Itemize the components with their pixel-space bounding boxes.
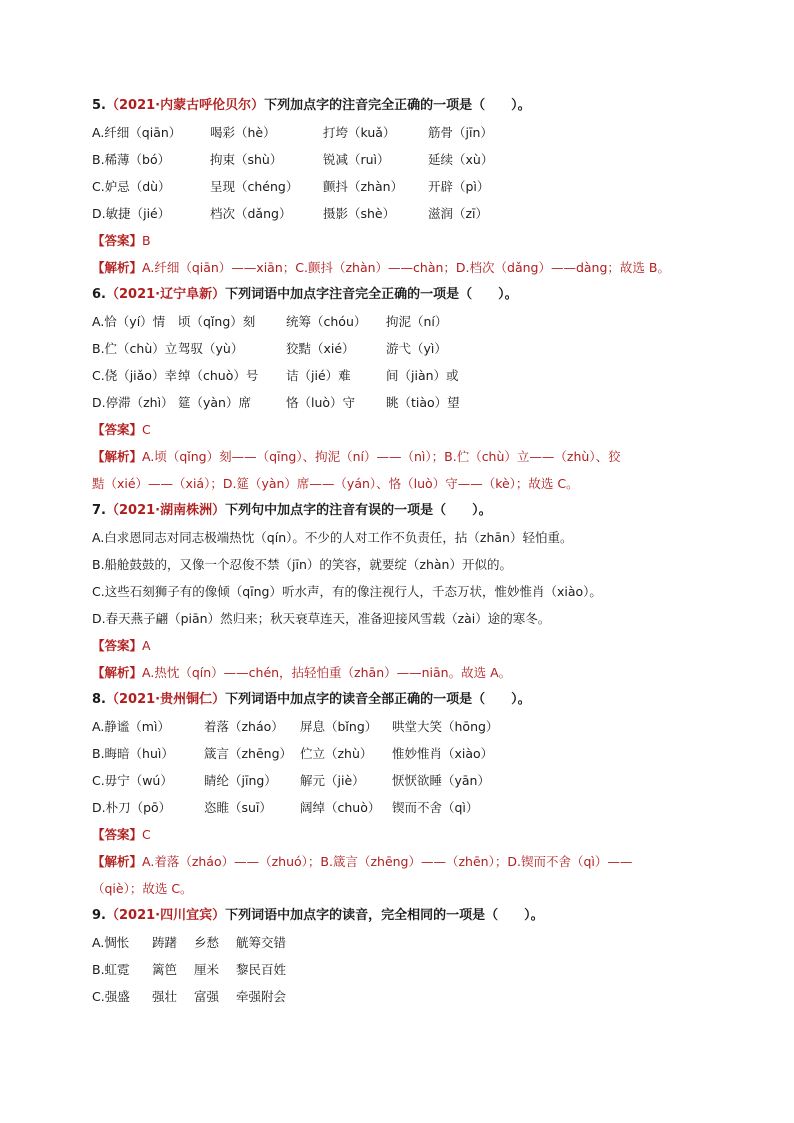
answer-line: 【答案】C bbox=[92, 422, 151, 437]
answer-line: 【答案】B bbox=[92, 233, 151, 248]
question-number: 7. bbox=[92, 502, 106, 518]
question-source-tag: （2021·贵州铜仁） bbox=[105, 691, 226, 707]
option-d: D.敏捷（jié） 档次（dǎng） 摄影（shè） 滋润（zī） bbox=[92, 206, 489, 221]
question-number: 8. bbox=[92, 691, 106, 707]
question-source-tag: （2021·湖南株洲） bbox=[105, 502, 226, 518]
question-source-tag: （2021·辽宁阜新） bbox=[105, 286, 226, 302]
question-6-header bbox=[92, 281, 704, 308]
question-number: 5. bbox=[92, 97, 106, 113]
option-d: D.停滞（zhì） 筵（yàn）席 恪（luò）守 眺（tiào）望 bbox=[92, 395, 460, 410]
question-number: 6. bbox=[92, 286, 106, 302]
option-a: A.静谧（mì） 着落（zháo） 屏息（bǐng） 哄堂大笑（hōng） bbox=[92, 719, 499, 734]
explanation-line: 【解析】A.顷（qǐng）刻——（qīng）、拘泥（ní）——（nì）；B.伫（chù）立——（zhù）、狡 bbox=[92, 449, 621, 464]
explanation-line-cont: 黠（xié）——（xiá）；D.筵（yàn）席——（yán）、恪（luò）守——（kè）；故选 C。 bbox=[92, 476, 579, 491]
explanation-line: 【解析】A.着落（zháo）——（zhuó）；B.箴言（zhēng）——（zhēn）；D.锲而不舍（qì）—— bbox=[92, 854, 633, 869]
question-source-tag: （2021·四川宜宾） bbox=[105, 907, 226, 923]
question-source-tag: （2021·内蒙古呼伦贝尔） bbox=[105, 97, 265, 113]
document-content bbox=[92, 92, 704, 1010]
option-b: B.稀薄（bó） 拘束（shù） 锐减（ruì） 延续（xù） bbox=[92, 152, 494, 167]
question-stem: 下列句中加点字的注音有误的一项是（ ）。 bbox=[225, 502, 492, 518]
option-d: D.朴刀（pō） 恣睢（suī） 阔绰（chuò） 锲而不舍（qì） bbox=[92, 800, 479, 815]
option-d: D.春天燕子翩（piān）然归来；秋天衰草连天，准备迎接风雪载（zài）途的寒冬。 bbox=[92, 611, 551, 626]
question-stem: 下列加点字的注音完全正确的一项是（ ）。 bbox=[264, 97, 531, 113]
question-stem: 下列词语中加点字的读音，完全相同的一项是（ ）。 bbox=[225, 907, 544, 923]
option-b: B.伫（chù）立驾驭（yù） 狡黠（xié） 游弋（yì） bbox=[92, 341, 447, 356]
question-stem: 下列词语中加点字注音完全正确的一项是（ ）。 bbox=[225, 286, 518, 302]
option-c: C.毋宁（wú） 睛纶（jīng） 解元（jiè） 恹恹欲睡（yān） bbox=[92, 773, 490, 788]
answer-line: 【答案】C bbox=[92, 827, 151, 842]
option-c: C.这些石刻狮子有的像倾（qīng）听水声，有的像注视行人，千态万状，惟妙惟肖（xiào）。 bbox=[92, 584, 602, 599]
option-b: B.晦暗（huì） 箴言（zhēng） 伫立（zhù） 惟妙惟肖（xiào） bbox=[92, 746, 494, 761]
option-c: C.侥（jiǎo）幸绰（chuò）号 诘（jié）难 间（jiàn）或 bbox=[92, 368, 459, 383]
explanation-line: 【解析】A.热忱（qín）——chén，拈轻怕重（zhān）——niān。故选 A。 bbox=[92, 665, 512, 680]
option-b: B.船舱鼓鼓的，又像一个忍俊不禁（jīn）的笑容，就要绽（zhàn）开似的。 bbox=[92, 557, 512, 572]
question-stem: 下列词语中加点字的读音全部正确的一项是（ ）。 bbox=[225, 691, 531, 707]
question-7-header bbox=[92, 497, 704, 524]
option-a: A.白求恩同志对同志极端热忱（qín）。不少的人对工作不负责任，拈（zhān）轻怕重。 bbox=[92, 530, 573, 545]
question-8-header bbox=[92, 686, 704, 713]
option-b: B.虹霓 篱笆 厘米 黎民百姓 bbox=[92, 962, 287, 977]
explanation-line-cont: （qiè）；故选 C。 bbox=[92, 881, 193, 896]
question-5-header bbox=[92, 92, 704, 119]
option-c: C.强盛 强壮 富强 牵强附会 bbox=[92, 989, 287, 1004]
option-a: A.恰（yí）情 顷（qǐng）刻 统筹（chóu） 拘泥（ní） bbox=[92, 314, 448, 329]
question-9-header bbox=[92, 902, 704, 929]
answer-line: 【答案】A bbox=[92, 638, 151, 653]
question-number: 9. bbox=[92, 907, 106, 923]
option-c: C.妒忌（dù） 呈现（chéng） 颤抖（zhàn） 开辟（pì） bbox=[92, 179, 490, 194]
explanation-line: 【解析】A.纤细（qiān）——xiān；C.颤抖（zhàn）——chàn；D.档次（dǎng）——dàng；故选 B。 bbox=[92, 260, 670, 275]
option-a: A.惆怅 踌躇 乡愁 觥筹交错 bbox=[92, 935, 287, 950]
option-a: A.纤细（qiān） 喝彩（hè） 打垮（kuǎ） 筋骨（jīn） bbox=[92, 125, 493, 140]
